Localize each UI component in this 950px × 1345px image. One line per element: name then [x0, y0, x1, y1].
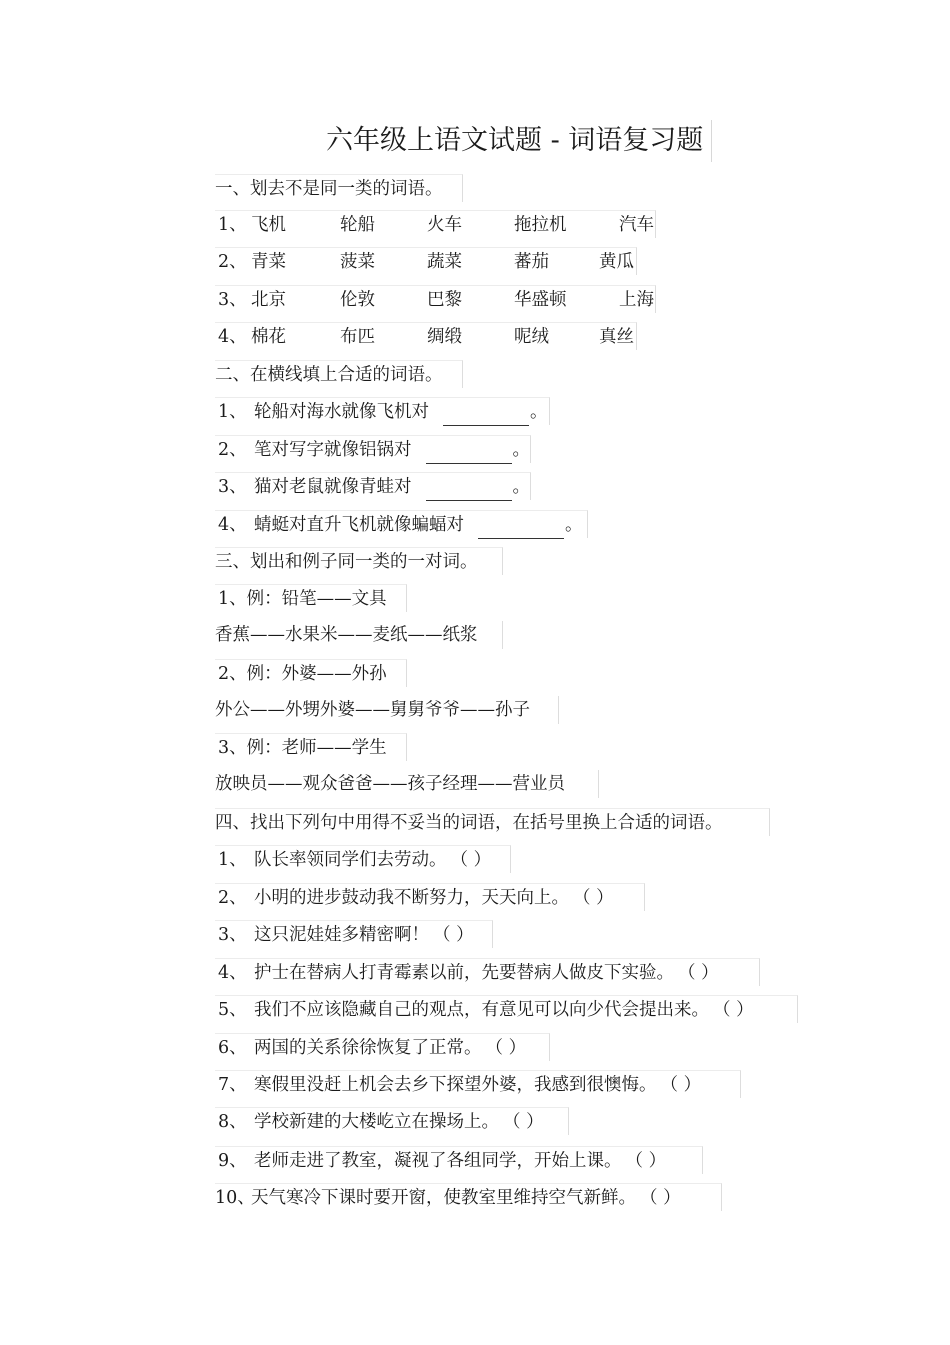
item-number: 4、 [218, 515, 247, 535]
item-number: 2、 [218, 440, 247, 460]
item-number: 1、 [218, 402, 247, 422]
word-option[interactable]: 拖拉机 [514, 215, 567, 235]
section-2-item-3 [215, 472, 531, 500]
word-option[interactable]: 布匹 [340, 327, 375, 347]
section-1-item-1 [215, 210, 656, 238]
answer-parentheses[interactable]: （ ） [485, 1038, 527, 1058]
section-1-item-4 [215, 322, 637, 350]
word-group [251, 211, 671, 239]
analogy-text: 蜻蜓对直升飞机就像蝙蝠对 [254, 515, 464, 535]
section-1-item-3 [215, 285, 656, 313]
item-number: 2、 [218, 888, 247, 908]
answer-parentheses[interactable]: （ ） [503, 1112, 544, 1132]
sentence-end: 。 [512, 477, 530, 497]
section-3-example-1 [215, 584, 407, 612]
analogy-text: 轮船对海水就像飞机对 [254, 402, 429, 422]
item-number: 8、 [218, 1112, 247, 1132]
section-3-heading-text: 三、划出和例子同一类的一对词。 [215, 552, 478, 572]
section-4-item-5 [215, 995, 798, 1023]
word-option[interactable]: 呢绒 [514, 327, 549, 347]
sentence-text: 这只泥娃娃多精密啊！ [254, 925, 429, 945]
word-option[interactable]: 伦敦 [340, 290, 375, 310]
sentence-end: 。 [512, 440, 530, 460]
answer-parentheses[interactable]: （ ） [713, 1000, 754, 1020]
section-4-item-1 [215, 845, 511, 873]
section-3-heading [215, 547, 503, 575]
item-number: 1、 [218, 215, 247, 235]
word-option[interactable]: 绸缎 [427, 327, 462, 347]
sentence-text: 学校新建的大楼屹立在操场上。 [254, 1112, 499, 1132]
item-number: 3、 [218, 925, 247, 945]
word-pairs[interactable]: 外公——外甥外婆——舅舅爷爷——孙子 [215, 700, 530, 720]
section-4-heading [215, 808, 770, 836]
answer-blank[interactable] [478, 518, 564, 539]
word-option[interactable]: 黄瓜 [599, 252, 634, 272]
analogy-text: 猫对老鼠就像青蛙对 [254, 477, 412, 497]
section-4-heading-text: 四、找出下列句中用得不妥当的词语，在括号里换上合适的词语。 [215, 813, 723, 833]
answer-parentheses[interactable]: （ ） [433, 925, 474, 945]
word-option[interactable]: 轮船 [340, 215, 375, 235]
page-title: 六年级上语文试题 - 词语复习题 [326, 120, 712, 162]
section-2-item-4 [215, 510, 588, 538]
word-option[interactable]: 蔬菜 [427, 252, 462, 272]
word-option[interactable]: 蕃茄 [514, 252, 549, 272]
item-number: 2、 [218, 252, 247, 272]
section-1-heading [215, 174, 463, 202]
sentence-end: 。 [530, 402, 548, 422]
section-2-heading-text: 二、在横线填上合适的词语。 [215, 365, 443, 385]
item-number: 4、 [218, 963, 247, 983]
section-2-heading [215, 360, 463, 388]
example-text: 1、例：铅笔——文具 [218, 589, 387, 609]
section-1-heading-text: 一、划去不是同一类的词语。 [215, 179, 443, 199]
word-option[interactable]: 巴黎 [427, 290, 462, 310]
word-option[interactable]: 菠菜 [340, 252, 375, 272]
item-number: 3、 [218, 290, 247, 310]
answer-parentheses[interactable]: （ ） [660, 1075, 702, 1095]
word-pairs[interactable]: 香蕉——水果米——麦纸——纸浆 [215, 625, 478, 645]
item-number: 7、 [218, 1075, 247, 1095]
sentence-text: 护士在替病人打青霉素以前，先要替病人做皮下实验。 [254, 963, 674, 983]
word-option[interactable]: 真丝 [599, 327, 634, 347]
section-3-options-2 [215, 696, 559, 724]
answer-blank[interactable] [426, 480, 512, 501]
sentence-text: 天气寒冷下课时要开窗，使教室里维持空气新鲜。 [251, 1188, 636, 1208]
word-group [251, 286, 671, 314]
sentence-text: 小明的进步鼓动我不断努力，天天向上。 [254, 888, 569, 908]
section-4-item-6 [215, 1033, 550, 1061]
answer-parentheses[interactable]: （ ） [640, 1188, 681, 1208]
word-option[interactable]: 青菜 [251, 252, 286, 272]
section-3-example-2 [215, 659, 407, 687]
word-option[interactable]: 汽车 [619, 215, 654, 235]
answer-parentheses[interactable]: （ ） [450, 850, 492, 870]
section-4-item-2 [215, 883, 645, 911]
word-option[interactable]: 上海 [619, 290, 654, 310]
answer-blank[interactable] [426, 443, 512, 464]
word-group [251, 323, 671, 351]
sentence-text: 两国的关系徐徐恢复了正常。 [254, 1038, 482, 1058]
section-3-options-3 [215, 770, 599, 798]
word-option[interactable]: 华盛顿 [514, 290, 567, 310]
sentence-text: 队长率领同学们去劳动。 [254, 850, 447, 870]
section-4-item-8 [215, 1107, 569, 1135]
answer-parentheses[interactable]: （ ） [678, 963, 719, 983]
sentence-text: 我们不应该隐藏自己的观点，有意见可以向少代会提出来。 [254, 1000, 709, 1020]
item-number: 3、 [218, 477, 247, 497]
example-text: 2、例：外婆——外孙 [218, 664, 387, 684]
word-option[interactable]: 飞机 [251, 215, 286, 235]
word-pairs[interactable]: 放映员——观众爸爸——孩子经理——营业员 [215, 774, 565, 794]
section-4-item-4 [215, 958, 760, 986]
sentence-text: 寒假里没赶上机会去乡下探望外婆，我感到很懊悔。 [254, 1075, 657, 1095]
word-option[interactable]: 火车 [427, 215, 462, 235]
example-text: 3、例：老师——学生 [218, 738, 387, 758]
sentence-text: 老师走进了教室，凝视了各组同学，开始上课。 [254, 1151, 622, 1171]
item-number: 5、 [218, 1000, 247, 1020]
section-1-item-2 [215, 247, 637, 275]
answer-blank[interactable] [443, 405, 529, 426]
answer-parentheses[interactable]: （ ） [573, 888, 614, 908]
answer-parentheses[interactable]: （ ） [625, 1151, 667, 1171]
sentence-end: 。 [565, 515, 583, 535]
word-group [251, 248, 671, 276]
item-number: 1、 [218, 850, 247, 870]
section-4-item-7 [215, 1070, 741, 1098]
section-4-item-9 [215, 1146, 703, 1174]
item-number: 9、 [218, 1151, 247, 1171]
item-number: 4、 [218, 327, 247, 347]
section-2-item-1 [215, 397, 550, 425]
section-4-item-3 [215, 920, 493, 948]
analogy-text: 笔对写字就像铝锅对 [254, 440, 412, 460]
item-number: 10、 [215, 1188, 255, 1208]
word-option[interactable]: 北京 [251, 290, 286, 310]
section-2-item-2 [215, 435, 531, 463]
item-number: 6、 [218, 1038, 247, 1058]
section-3-options-1 [215, 621, 503, 649]
section-4-item-10 [215, 1183, 722, 1211]
word-option[interactable]: 棉花 [251, 327, 286, 347]
section-3-example-3 [215, 733, 407, 761]
